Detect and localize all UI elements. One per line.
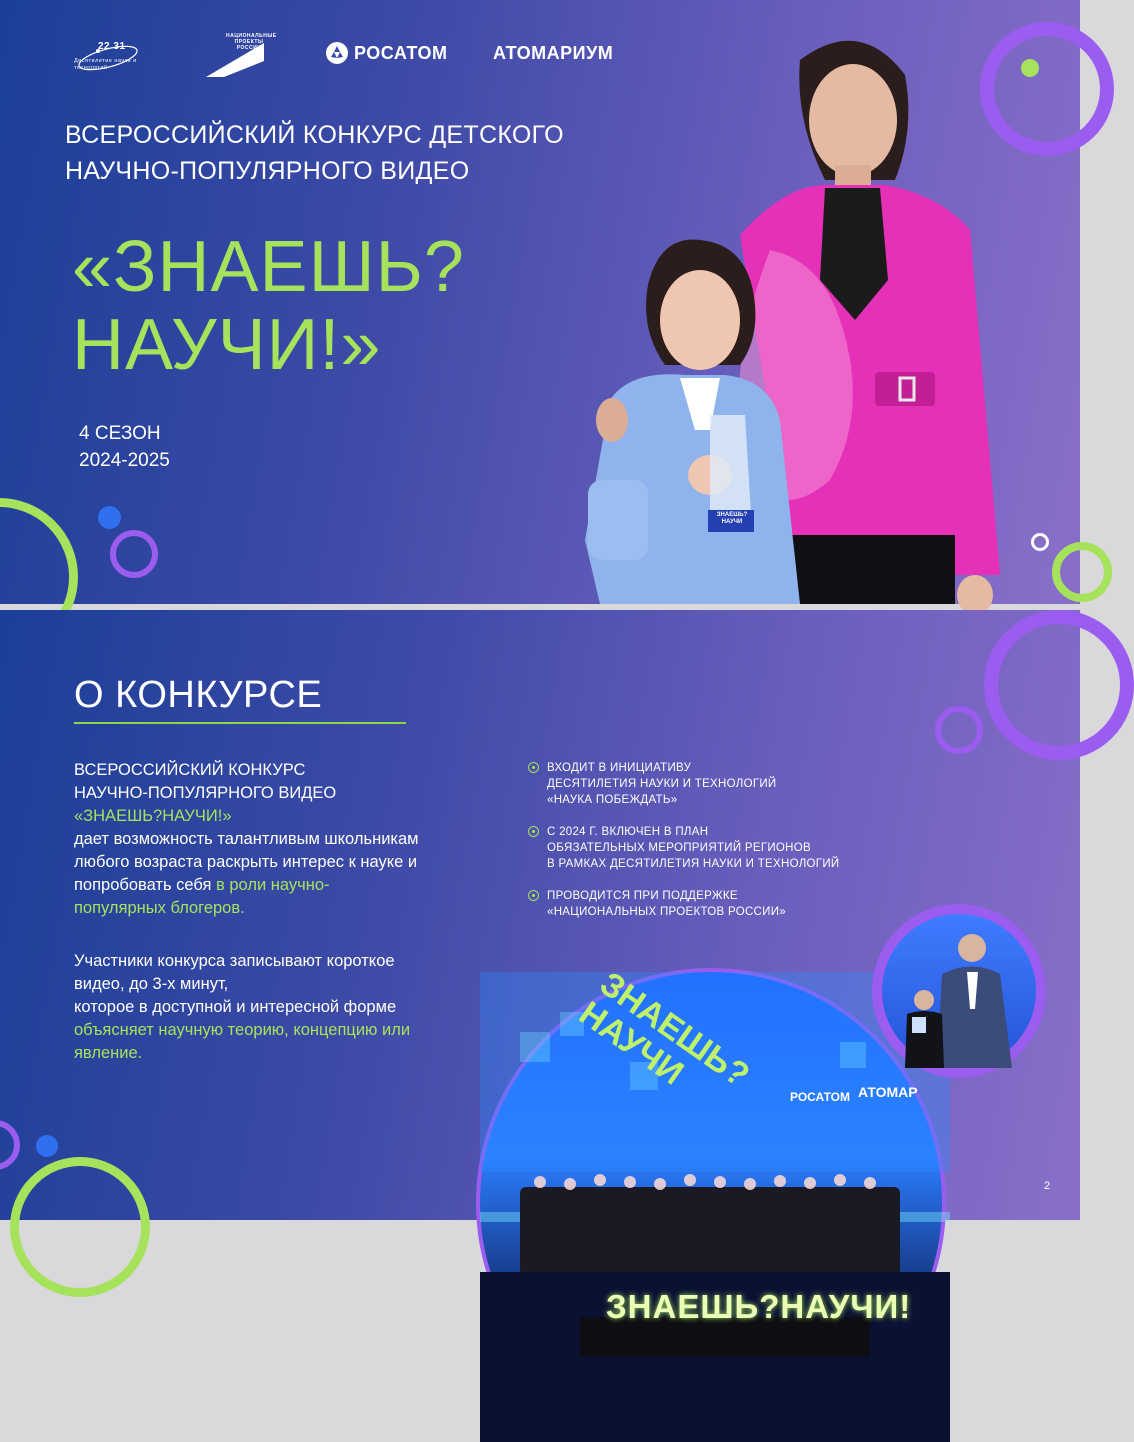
bullet-line: С 2024 Г. ВКЛЮЧЕН В ПЛАН — [547, 826, 709, 838]
bullet-line: В РАМКАХ ДЕСЯТИЛЕТИЯ НАУКИ И ТЕХНОЛОГИЙ — [547, 858, 840, 870]
trophy-label: ЗНАЕШЬ? НАУЧИ — [716, 512, 748, 525]
bullet-line: ОБЯЗАТЕЛЬНЫХ МЕРОПРИЯТИЙ РЕГИОНОВ — [547, 842, 811, 854]
bullet-line: «НАЦИОНАЛЬНЫХ ПРОЕКТОВ РОССИИ» — [547, 906, 786, 918]
bullet-line: «НАУКА ПОБЕЖДАТЬ» — [547, 794, 678, 806]
bullet-line: ВХОДИТ В ИНИЦИАТИВУ — [547, 762, 692, 774]
stage-atomarium: АТОМАР — [858, 1084, 918, 1100]
rosatom-text: РОСАТОМ — [354, 42, 448, 63]
decade-logo — [74, 38, 142, 78]
decor-ring-green — [10, 1157, 150, 1297]
page-number: 2 — [1044, 1180, 1051, 1192]
stage-rosatom: РОСАТОМ — [790, 1090, 850, 1104]
decor-dot-blue — [98, 506, 121, 529]
bullet-item — [528, 760, 777, 808]
highlight-line: популярных блогеров. — [74, 899, 245, 917]
text-line: которое в доступной и интересной форме — [74, 998, 397, 1016]
decor-ring-purple — [110, 530, 158, 578]
participants-paragraph — [74, 950, 474, 1065]
text-line: НАУЧНО-ПОПУЛЯРНОГО ВИДЕО — [74, 784, 337, 802]
about-slide — [0, 610, 1080, 1325]
text-line: любого возраста раскрыть интерес к науке и — [74, 853, 418, 871]
decor-ring-white-small — [1031, 533, 1049, 551]
text-line — [74, 874, 474, 897]
atomarium-logo: АТОМАРИУМ — [493, 43, 614, 63]
decor-ring-purple-small — [935, 706, 983, 754]
rosatom-logo — [325, 41, 447, 65]
contest-name: «ЗНАЕШЬ?НАУЧИ!» — [74, 807, 232, 825]
contest-title — [72, 228, 465, 384]
decor-dot-blue — [36, 1135, 58, 1157]
stage-sign: ЗНАЕШЬ?НАУЧИ! — [606, 1288, 912, 1325]
decade-years: 22 31 — [98, 41, 126, 52]
award-photo — [872, 904, 1046, 1078]
bullet-icon — [528, 762, 539, 773]
winners-photo — [570, 20, 1020, 604]
bullet-line: ПРОВОДИТСЯ ПРИ ПОДДЕРЖКЕ — [547, 890, 738, 902]
season-years: 2024-2025 — [79, 450, 170, 471]
subtitle-line: НАУЧНО-ПОПУЛЯРНОГО ВИДЕО — [65, 157, 470, 185]
title-underline — [74, 722, 406, 724]
highlight-fragment: в роли научно- — [216, 876, 330, 894]
bullet-line: ДЕСЯТИЛЕТИЯ НАУКИ И ТЕХНОЛОГИЙ — [547, 778, 777, 790]
bullet-icon — [528, 890, 539, 901]
decor-ring-purple-left — [0, 1120, 20, 1170]
text-line: дает возможность талантливым школьникам — [74, 830, 419, 848]
decor-ring-purple-large — [984, 610, 1134, 760]
bullet-icon — [528, 826, 539, 837]
text-line: видео, до 3-х минут, — [74, 975, 229, 993]
bullet-item — [528, 824, 839, 872]
national-projects-logo — [204, 33, 277, 79]
bullet-item — [528, 888, 786, 920]
ceremony-photo — [476, 964, 946, 1438]
text-line: ВСЕРОССИЙСКИЙ КОНКУРС — [74, 761, 306, 779]
decade-caption: Десятилетие науки и технологий — [74, 58, 137, 71]
national-projects-caption: НАЦИОНАЛЬНЫЕ ПРОЕКТЫ РОССИИ — [226, 33, 277, 51]
title-line: НАУЧИ!» — [72, 305, 382, 385]
section-title: О КОНКУРСЕ — [74, 674, 323, 716]
description-paragraph — [74, 759, 474, 920]
rosatom-icon — [325, 41, 349, 65]
title-line: «ЗНАЕШЬ? — [72, 227, 465, 307]
subtitle-line: ВСЕРОССИЙСКИЙ КОНКУРС ДЕТСКОГО — [65, 121, 564, 149]
stage-wall-text: ЗНАЕШЬ? НАУЧИ — [572, 964, 757, 1095]
highlight-line: явление. — [74, 1044, 143, 1062]
season-info — [79, 420, 170, 474]
highlight-line: объясняет научную теорию, концепцию или — [74, 1021, 411, 1039]
title-slide — [0, 0, 1080, 604]
text-line: Участники конкурса записывают короткое — [74, 952, 395, 970]
contest-subtitle — [65, 117, 564, 189]
season-number: 4 СЕЗОН — [79, 423, 161, 444]
decor-ring-green-right — [1052, 542, 1112, 602]
text-fragment: попробовать себя — [74, 876, 217, 894]
decor-dot-green — [1021, 59, 1039, 77]
